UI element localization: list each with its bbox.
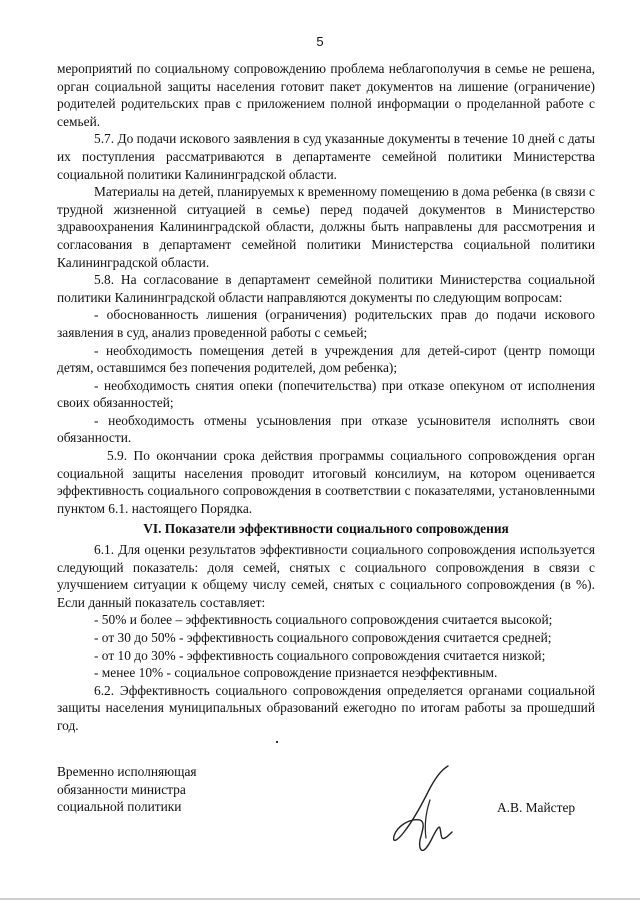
paragraph-materials: Материалы на детей, планируемых к временному помещению в дома ребенка (в связи с трудной жизненной ситуацией в семье) перед подачей документов в Министерство здравоохранения Калининградской области, должны быть направлены для рассмотрения и согласования в департамент семейной политики Министерства социальной политики Калининградской области.	[57, 184, 595, 270]
list-item-ineffective: - менее 10% - социальное сопровождение признается неэффективным.	[94, 665, 498, 681]
list-item-low: - от 10 до 30% - эффективность социального сопровождения считается низкой;	[94, 647, 546, 663]
list-item-high: - 50% и более – эффективность социального сопровождения считается высокой;	[94, 612, 553, 628]
page-bottom-edge	[0, 898, 640, 900]
list-item-adoption: - необходимость отмены усыновления при отказе усыновителя исполнять свои обязанности.	[57, 412, 595, 446]
paragraph-6-2: 6.2. Эффективность социального сопровождения определяется органами социальной защиты населения муниципальных образований ежегодно по итогам работы за прошедший год.	[57, 682, 595, 733]
list-item-deprivation: - обоснованность лишения (ограничения) родительских прав до подачи искового заявления в суд, анализ проведенной работы с семьей;	[57, 307, 595, 340]
signatory-name: А.В. Майстер	[497, 800, 576, 815]
position-line: обязанности министра	[57, 781, 186, 797]
signatory-position	[57, 763, 257, 816]
paragraph-5-8: 5.8. На согласование в департамент семейной политики Министерства социальной политики Калининградской области направляются документы по следующим вопросам:	[57, 272, 595, 305]
scan-dot	[276, 741, 278, 743]
position-line: социальной политики	[57, 799, 182, 815]
list-item-guardianship: - необходимость снятия опеки (попечительства) при отказе опекуном от исполнения своих обязанностей;	[57, 377, 595, 411]
paragraph-continuation: мероприятий по социальному сопровождению проблема неблагополучия в семье не решена, орган социальной защиты населения готовит пакет документов на лишение (ограничение) родителей родительских прав с приложением полной информации о проделанной работе с семьей.	[57, 61, 595, 129]
page-number: 5	[316, 34, 324, 49]
list-item-placement: - необходимость помещения детей в учреждения для детей-сирот (центр помощи детям, оставшимся без попечения родителей, дом ребенка);	[57, 342, 595, 376]
section-heading: VI. Показатели эффективности социального сопровождения	[143, 521, 509, 537]
position-line: Временно исполняющая	[57, 764, 197, 779]
document-body	[57, 60, 595, 735]
paragraph-5-7: 5.7. До подачи искового заявления в суд указанные документы в течение 10 дней с даты их поступления рассматриваются в департаменте семейной политики Министерства социальной политики Калининградской области.	[57, 131, 595, 182]
list-item-medium: - от 30 до 50% - эффективность социального сопровождения считается средней;	[94, 630, 552, 645]
handwritten-signature	[386, 760, 466, 860]
paragraph-6-1: 6.1. Для оценки результатов эффективности социального сопровождения используется следующий показатель: доля семей, снятых с социального сопровождения в связи с улучшением ситуации к общему числу семей, снятых с социального сопровождения (в %). Если данный показатель составляет:	[57, 542, 595, 610]
paragraph-5-9: 5.9. По окончании срока действия программы социального сопровождения орган социальной защиты населения проводит итоговый консилиум, на котором оценивается эффективность социального сопровождения в соответствии с показателями, установленными пунктом 6.1. настоящего Порядка.	[57, 448, 595, 516]
